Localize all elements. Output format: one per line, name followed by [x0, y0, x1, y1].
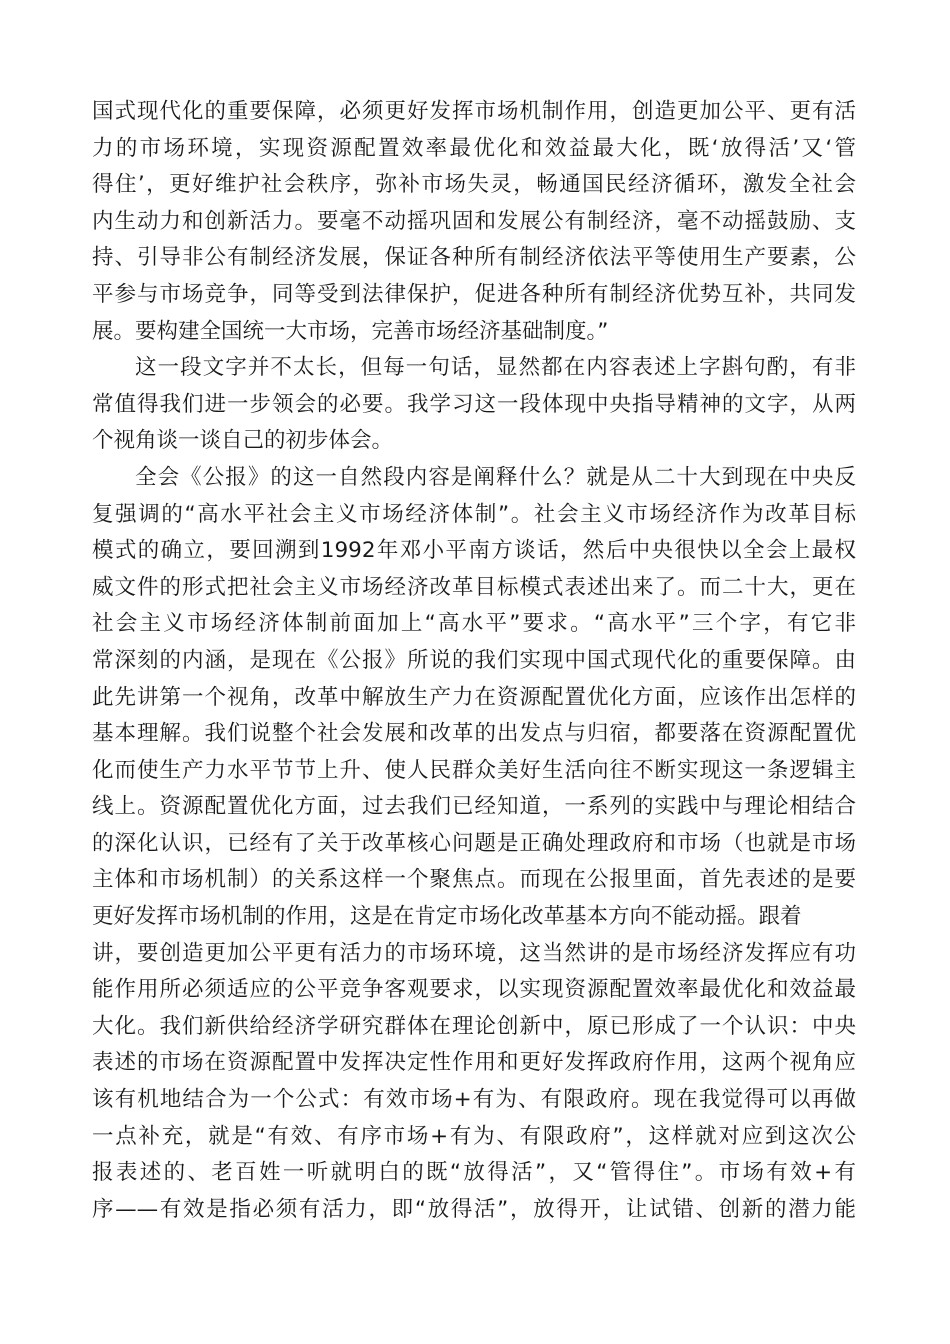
- text-line: 主体和市场机制）的关系这样一个聚焦点。而现在公报里面，首先表述的是要: [92, 867, 856, 893]
- body-text: [92, 94, 856, 1228]
- text-line: 该有机地结合为一个公式：有效市场+有为、有限政府。现在我觉得可以再做: [92, 1087, 856, 1113]
- text-line: 社会主义市场经济体制前面加上“高水平”要求。“高水平”三个字，有它非: [92, 611, 856, 637]
- paragraph-first-line: 全会《公报》的这一自然段内容是阐释什么？就是从二十大到现在中央反: [135, 464, 856, 490]
- text-line: 更好发挥市场机制的作用，这是在肯定市场化改革基本方向不能动摇。跟着: [92, 904, 802, 930]
- text-line: 复强调的“高水平社会主义市场经济体制”。社会主义市场经济作为改革目标: [92, 501, 856, 527]
- text-line: 能作用所必须适应的公平竞争客观要求，以实现资源配置效率最优化和效益最: [92, 977, 856, 1003]
- text-line: 讲，要创造更加公平更有活力的市场环境，这当然讲的是市场经济发挥应有功: [92, 940, 856, 966]
- paragraph-first-line: 这一段文字并不太长，但每一句话，显然都在内容表述上字斟句酌，有非: [135, 355, 856, 381]
- text-line: 常深刻的内涵，是现在《公报》所说的我们实现中国式现代化的重要保障。由: [92, 647, 856, 673]
- text-line: 平参与市场竞争，同等受到法律保护，促进各种所有制经济优势互补，共同发: [92, 281, 856, 307]
- text-line: 基本理解。我们说整个社会发展和改革的出发点与归宿，都要落在资源配置优: [92, 721, 856, 747]
- text-line: 得住’，更好维护社会秩序，弥补市场失灵，畅通国民经济循环，激发全社会: [92, 172, 856, 198]
- text-line: 展。要构建全国统一大市场，完善市场经济基础制度。”: [92, 318, 609, 344]
- text-line: 化而使生产力水平节节上升、使人民群众美好生活向往不断实现这一条逻辑主: [92, 757, 856, 783]
- text-line: 序——有效是指必须有活力，即“放得活”，放得开，让试错、创新的潜力能: [92, 1196, 856, 1222]
- text-line: 表述的市场在资源配置中发挥决定性作用和更好发挥政府作用，这两个视角应: [92, 1050, 856, 1076]
- text-line: 的深化认识，已经有了关于改革核心问题是正确处理政府和市场（也就是市场: [92, 830, 856, 856]
- text-line: 模式的确立，要回溯到1992年邓小平南方谈话，然后中央很快以全会上最权: [92, 538, 856, 564]
- text-line: 国式现代化的重要保障，必须更好发挥市场机制作用，创造更加公平、更有活: [92, 99, 856, 124]
- text-line: 常值得我们进一步领会的必要。我学习这一段体现中央指导精神的文字，从两: [92, 391, 856, 417]
- text-line: 力的市场环境，实现资源配置效率最优化和效益最大化，既‘放得活’又‘管: [92, 135, 856, 161]
- text-line: 个视角谈一谈自己的初步体会。: [92, 428, 394, 454]
- text-line: 威文件的形式把社会主义市场经济改革目标模式表述出来了。而二十大，更在: [92, 574, 856, 600]
- text-line: 一点补充，就是“有效、有序市场+有为、有限政府”，这样就对应到这次公: [92, 1123, 856, 1149]
- text-line: 大化。我们新供给经济学研究群体在理论创新中，原已形成了一个认识：中央: [92, 1013, 856, 1039]
- text-line: 报表述的、老百姓一听就明白的既“放得活”，又“管得住”。市场有效+有: [92, 1160, 856, 1186]
- text-line: 此先讲第一个视角，改革中解放生产力在资源配置优化方面，应该作出怎样的: [92, 684, 856, 710]
- text-line: 线上。资源配置优化方面，过去我们已经知道，一系列的实践中与理论相结合: [92, 794, 856, 820]
- text-line: 内生动力和创新活力。要毫不动摇巩固和发展公有制经济，毫不动摇鼓励、支: [92, 208, 856, 234]
- text-line: 持、引导非公有制经济发展，保证各种所有制经济依法平等使用生产要素，公: [92, 245, 856, 271]
